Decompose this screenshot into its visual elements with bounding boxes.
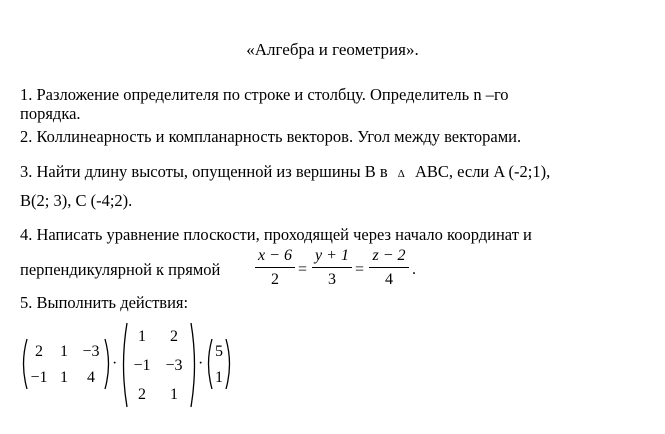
multiply-dot-1: · — [112, 355, 118, 372]
matrix-c — [205, 338, 233, 390]
question-3-text-b: ABC, если A (-2;1), — [414, 162, 551, 181]
fraction-x-denominator: 2 — [271, 271, 279, 288]
matrix-b-cell: 2 — [138, 386, 146, 403]
question-4-line-1: 4. Написать уравнение плоскости, проходящей через начало координат и — [20, 225, 532, 244]
matrix-a-cell: −3 — [82, 343, 100, 360]
fraction-y-denominator: 3 — [328, 271, 336, 288]
fraction-z-numerator: z − 2 — [372, 247, 406, 264]
matrix-a-cell: 1 — [60, 369, 68, 386]
question-3-line-1 — [20, 164, 550, 181]
matrix-c-cell: 5 — [215, 343, 223, 360]
question-3-line-2: B(2; 3), C (-4;2). — [20, 191, 133, 210]
question-4-line-2: перпендикулярной к прямой — [20, 260, 221, 279]
fraction-z — [369, 248, 409, 288]
matrix-b — [120, 322, 198, 408]
page-title: «Алгебра и геометрия». — [246, 40, 419, 59]
matrix-b-cell: 1 — [170, 386, 178, 403]
matrix-a-cell: −1 — [30, 369, 48, 386]
matrix-b-cell: −1 — [133, 357, 151, 374]
matrix-a — [20, 338, 112, 390]
equation-period: . — [412, 261, 416, 278]
fraction-x-bar — [255, 267, 295, 268]
fraction-y-bar — [312, 267, 352, 268]
question-1-line-1: 1. Разложение определителя по строке и столбцу. Определитель n –го — [20, 85, 509, 104]
matrix-b-cell: 2 — [170, 328, 178, 345]
question-2: 2. Коллинеарность и компланарность векторов. Угол между векторами. — [20, 127, 522, 146]
matrix-a-cell: 4 — [87, 369, 95, 386]
matrix-a-cell: 1 — [60, 343, 68, 360]
triangle-symbol: Δ — [397, 168, 405, 180]
matrix-c-cell: 1 — [215, 369, 223, 386]
fraction-z-bar — [369, 267, 409, 268]
equals-sign-2: = — [355, 261, 365, 278]
matrix-b-cell: −3 — [165, 357, 183, 374]
fraction-x-numerator: x − 6 — [258, 247, 292, 264]
equals-sign-1: = — [298, 261, 308, 278]
matrix-a-cell: 2 — [35, 343, 43, 360]
question-5: 5. Выполнить действия: — [20, 293, 189, 312]
fraction-y — [312, 248, 352, 288]
question-3-text-a: 3. Найти длину высоты, опущенной из вершины B в — [20, 162, 388, 181]
fraction-y-numerator: y + 1 — [315, 247, 349, 264]
matrix-b-right-paren — [190, 322, 198, 408]
fraction-z-denominator: 4 — [385, 271, 393, 288]
question-1-line-2: порядка. — [20, 104, 81, 123]
matrix-b-cell: 1 — [138, 328, 146, 345]
multiply-dot-2: · — [198, 355, 204, 372]
fraction-x — [255, 248, 295, 288]
